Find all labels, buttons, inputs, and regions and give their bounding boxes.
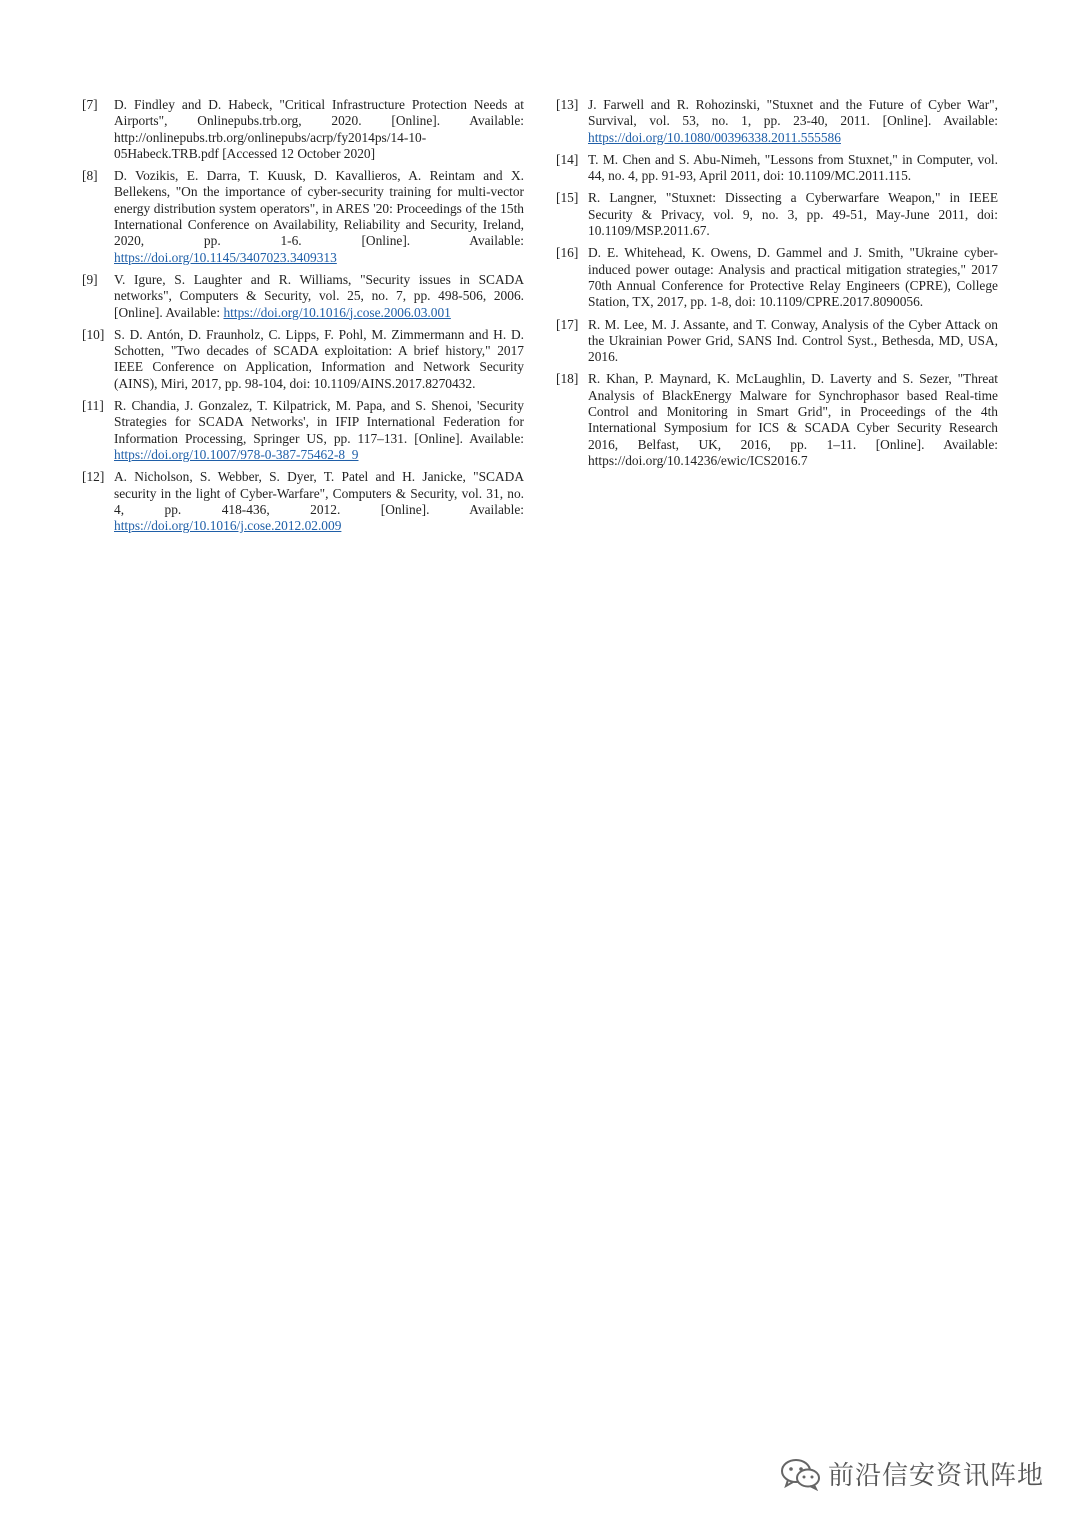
doi-link[interactable]: https://doi.org/10.1016/j.cose.2012.02.009 xyxy=(114,518,342,534)
reference-citation: R. Khan, P. Maynard, K. McLaughlin, D. Laverty and S. Sezer, "Threat Analysis of BlackEnergy Malware for Synchrophasor based Real-time Control and Monitoring in Smart Grid", in Proceedings of the 4th International Symposium for ICS & SCADA Cyber Security Research 2016, Belfast, UK, 2016, pp. 1–11. [Online]. Available: https://doi.org/10.14236/ewic/ICS2016.7 xyxy=(588,371,998,468)
reference-citation: R. M. Lee, M. J. Assante, and T. Conway, Analysis of the Cyber Attack on the Ukrainian Power Grid, SANS Ind. Control Syst., Bethesda, MD, USA, 2016. xyxy=(588,316,998,365)
reference-item xyxy=(82,327,524,392)
reference-number: [10] xyxy=(82,326,105,342)
reference-number: [13] xyxy=(556,97,579,112)
reference-citation: D. Findley and D. Habeck, "Critical Infrastructure Protection Needs at Airports", Onlinepubs.trb.org, 2020. [Online]. Available: http://onlinepubs.trb.org/onlinepubs/acrp/fy2014ps/14-10-05Habeck.TRB.pdf [Accessed 12 October 2020] xyxy=(114,97,524,161)
doi-link[interactable]: https://doi.org/10.1080/00396338.2011.555586 xyxy=(588,129,841,145)
reference-citation: V. Igure, S. Laughter and R. Williams, "Security issues in SCADA networks", Computers & Security, vol. 25, no. 7, pp. 498-506, 2006. [Online]. Available: xyxy=(114,271,524,320)
reference-item xyxy=(556,371,998,469)
reference-item xyxy=(82,168,524,266)
reference-number: [8] xyxy=(82,168,98,184)
reference-number: [12] xyxy=(82,469,105,485)
references-left-column xyxy=(82,97,524,540)
reference-citation: D. Vozikis, E. Darra, T. Kuusk, D. Kavallieros, A. Reintam and X. Bellekens, "On the importance of cyber-security training for multi-vector energy distribution system operators", in ARES '20: Proceedings of the 15th International Conference on Availability, Reliability and Security, Ireland, 2020, pp. 1-6. [Online]. Available: xyxy=(114,168,524,249)
reference-citation: J. Farwell and R. Rohozinski, "Stuxnet and the Future of Cyber War", Survival, vol. 53, no. 1, pp. 23-40, 2011. [Online]. Available: xyxy=(588,97,998,129)
reference-citation: S. D. Antón, D. Fraunholz, C. Lipps, F. Pohl, M. Zimmermann and H. D. Schotten, "Two decades of SCADA exploitation: A brief history," 2017 IEEE Conference on Application, Information and Network Security (AINS), Miri, 2017, pp. 98-104, doi: 10.1109/AINS.2017.8270432. xyxy=(114,326,524,391)
watermark-text: 前沿信安资讯阵地 xyxy=(828,1461,1045,1491)
reference-citation: T. M. Chen and S. Abu-Nimeh, "Lessons from Stuxnet," in Computer, vol. 44, no. 4, pp. 91-93, April 2011, doi: 10.1109/MC.2011.115. xyxy=(588,151,998,184)
reference-text xyxy=(588,97,998,146)
references-right-column xyxy=(556,97,998,475)
reference-text xyxy=(588,245,998,310)
reference-citation: A. Nicholson, S. Webber, S. Dyer, T. Patel and H. Janicke, "SCADA security in the light of Cyber-Warfare", Computers & Security, vol. 31, no. 4, pp. 418-436, 2012. [Online]. Available: xyxy=(114,469,524,517)
reference-item xyxy=(82,398,524,463)
reference-number: [9] xyxy=(82,271,98,287)
reference-item xyxy=(82,272,524,321)
wechat-icon xyxy=(780,1457,822,1491)
reference-item xyxy=(556,152,998,185)
reference-text xyxy=(114,272,524,321)
reference-citation: R. Chandia, J. Gonzalez, T. Kilpatrick, M. Papa, and S. Shenoi, 'Security Strategies for SCADA Networks', in IFIP International Federation for Information Processing, Springer US, pp. 117–131. [Online]. Available: xyxy=(114,398,524,446)
reference-citation: D. E. Whitehead, K. Owens, D. Gammel and J. Smith, "Ukraine cyber-induced power outage: Analysis and practical mitigation strategies," 2017 70th Annual Conference for Protective Relay Engineers (CPRE), College Station, TX, 2017, pp. 1-8, doi: 10.1109/CPRE.2017.8090056. xyxy=(588,245,998,310)
reference-item xyxy=(556,97,998,146)
reference-number: [15] xyxy=(556,190,579,206)
reference-number: [17] xyxy=(556,316,579,332)
reference-number: [7] xyxy=(82,97,98,112)
reference-item xyxy=(82,469,524,534)
reference-text xyxy=(114,469,524,534)
reference-text xyxy=(114,398,524,463)
reference-text xyxy=(114,168,524,266)
doi-link[interactable]: https://doi.org/10.1016/j.cose.2006.03.001 xyxy=(223,304,451,320)
reference-text xyxy=(114,97,524,162)
reference-item xyxy=(556,317,998,366)
doi-link[interactable]: https://doi.org/10.1007/978-0-387-75462-8_9 xyxy=(114,446,359,462)
reference-text xyxy=(114,327,524,392)
doi-link[interactable]: https://doi.org/10.1145/3407023.3409313 xyxy=(114,249,337,265)
reference-text xyxy=(588,317,998,366)
reference-text xyxy=(588,190,998,239)
reference-number: [16] xyxy=(556,245,579,261)
reference-number: [18] xyxy=(556,371,579,387)
reference-item xyxy=(82,97,524,162)
reference-text xyxy=(588,371,998,469)
reference-text xyxy=(588,152,998,185)
reference-item xyxy=(556,245,998,310)
reference-citation: R. Langner, "Stuxnet: Dissecting a Cyberwarfare Weapon," in IEEE Security & Privacy, vol. 9, no. 3, pp. 49-51, May-June 2011, doi: 10.1109/MSP.2011.67. xyxy=(588,190,998,239)
reference-number: [11] xyxy=(82,398,104,414)
watermark xyxy=(780,1455,1044,1492)
reference-number: [14] xyxy=(556,151,579,167)
reference-item xyxy=(556,190,998,239)
